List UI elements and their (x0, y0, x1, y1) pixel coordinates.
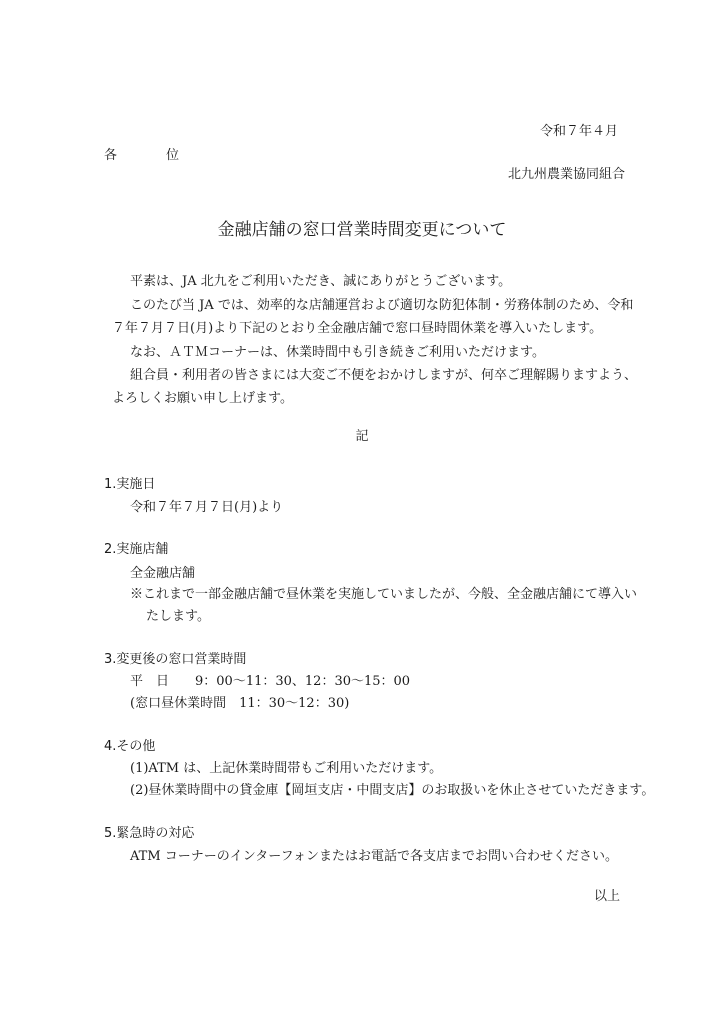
section-4-line-2: (2)昼休業時間中の貸金庫【岡垣支店・中間支店】のお取扱いを休止させていただきます。 (130, 783, 655, 798)
body-paragraph-3: なお、ＡＴＭコーナーは、休業時間中も引き続きご利用いただけます。 (130, 345, 545, 360)
closing-mark: 以上 (594, 889, 621, 904)
section-2-heading: 2.実施店舗 (104, 542, 169, 557)
body-paragraph-1: 平素は、JA 北九をご利用いただき、誠にありがとうございます。 (130, 274, 512, 289)
section-5-line-1: ATM コーナーのインターフォンまたはお電話で各支店までお問い合わせください。 (130, 849, 618, 864)
body-paragraph-4-line-2: よろしくお願い申し上げます。 (112, 391, 293, 406)
section-1-heading: 1.実施日 (104, 477, 156, 492)
issuer-name: 北九州農業協同組合 (508, 167, 626, 182)
section-4-heading: 4.その他 (104, 739, 156, 754)
section-3-heading: 3.変更後の窓口営業時間 (104, 652, 247, 667)
section-5-heading: 5.緊急時の対応 (104, 826, 195, 841)
section-1-line: 令和７年７月７日(月)より (130, 500, 284, 515)
section-3-line-1: 平 日 9：00～11：30、12：30～15：00 (130, 674, 411, 689)
section-3-line-2: (窓口昼休業時間 11：30～12：30) (130, 696, 350, 711)
section-2-line: 全金融店舗 (130, 566, 196, 581)
document-title: 金融店舗の窓口営業時間変更について (217, 220, 507, 240)
section-2-note-line-2: たします。 (146, 609, 210, 624)
section-4-line-1: (1)ATM は、上記休業時間帯もご利用いただけます。 (130, 761, 443, 776)
recipient-line: 各 位 (104, 148, 198, 163)
document-date: 令和７年４月 (540, 124, 619, 139)
body-paragraph-4-line-1: 組合員・利用者の皆さまには大変ご不便をおかけしますが、何卒ご理解賜りますよう、 (130, 368, 638, 383)
ki-marker: 記 (355, 429, 369, 444)
body-paragraph-2-line-2: ７年７月７日(月)より下記のとおり全金融店舗で窓口昼時間休業を導入いたします。 (112, 321, 603, 336)
section-2-note-line-1: ※これまで一部金融店舗で昼休業を実施していましたが、今般、全金融店舗にて導入い (130, 587, 638, 602)
body-paragraph-2-line-1: このたび当 JA では、効率的な店舗運営および適切な防犯体制・労務体制のため、令和 (130, 298, 634, 313)
